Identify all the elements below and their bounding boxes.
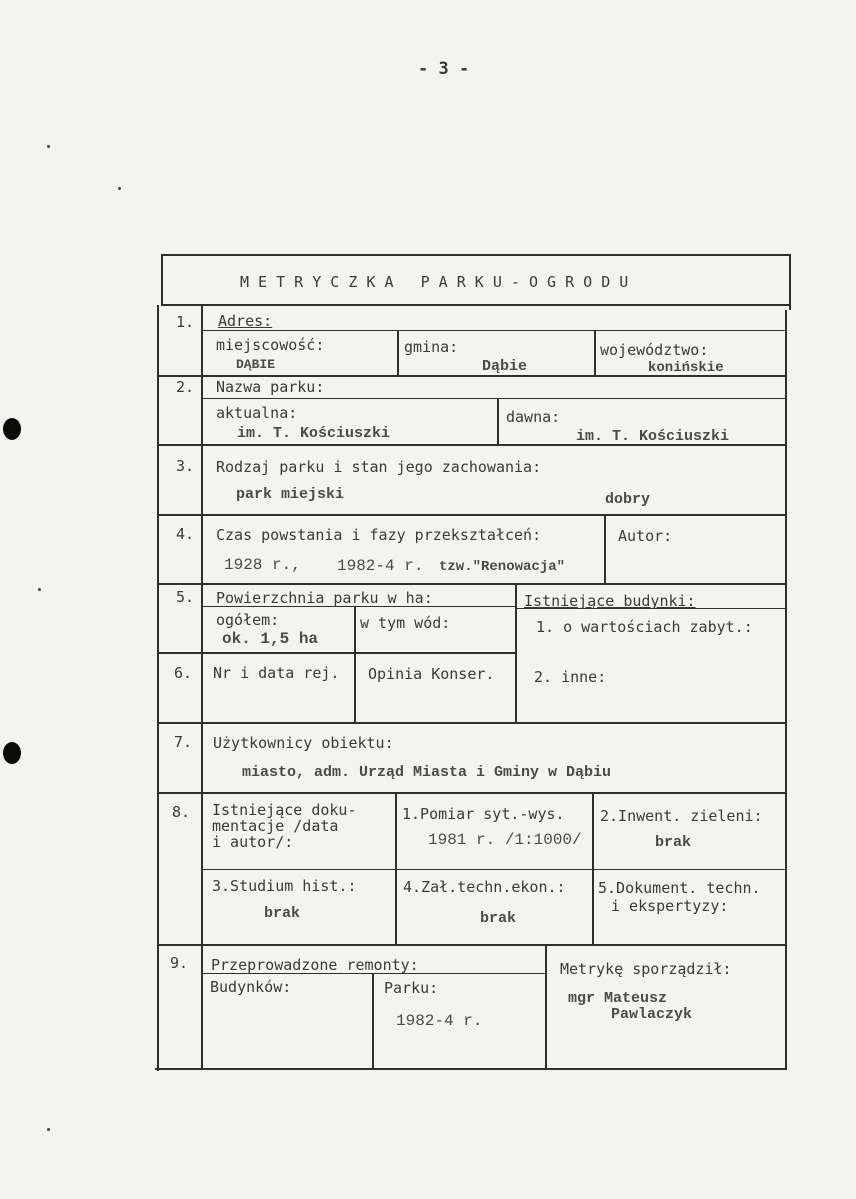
budynkow-label: Budynków: <box>210 978 292 996</box>
miejscowosc-value: DĄBIE <box>236 357 276 372</box>
ogolem-label: ogółem: <box>216 611 280 629</box>
r8-v1 <box>395 794 397 945</box>
row-number: 9. <box>170 954 189 972</box>
ogolem-value: ok. 1,5 ha <box>222 630 319 648</box>
wody-label: w tym wód: <box>360 614 451 632</box>
inwentaryzacja-label: 2.Inwent. zieleni: <box>600 807 763 825</box>
r5-end <box>159 652 517 654</box>
dokumentacje-label-1: Istniejące doku- <box>212 801 357 819</box>
r8-sub <box>203 869 787 870</box>
zalozenia-label: 4.Zał.techn.ekon.: <box>403 878 566 896</box>
dokumentacje-label-2: mentacje /data <box>212 817 339 835</box>
autor-label: Autor: <box>618 527 673 545</box>
studium-value: brak <box>264 905 301 922</box>
r2-sub <box>203 398 787 399</box>
wojewodztwo-label: województwo: <box>600 341 709 359</box>
speck <box>47 145 50 148</box>
zabytkowe-label: 1. o wartościach zabyt.: <box>536 618 753 636</box>
inne-label: 2. inne: <box>534 668 607 686</box>
zalozenia-value: brak <box>480 910 517 927</box>
park-name-label: Nazwa parku: <box>216 378 325 396</box>
dawna-label: dawna: <box>506 408 561 426</box>
num-col-line <box>201 305 203 1069</box>
frame-left-lower <box>157 305 159 1071</box>
dawna-value: im. T. Kościuszki <box>576 428 730 445</box>
uzytkownicy-value: miasto, adm. Urząd Miasta i Gminy w Dąbiu <box>242 764 612 781</box>
author-name-2: Pawlaczyk <box>611 1006 693 1023</box>
speck <box>118 187 121 190</box>
nr-rej-label: Nr i data rej. <box>213 664 340 682</box>
r9-v1 <box>372 973 374 1069</box>
r3-end <box>159 514 787 516</box>
czas-value-3: tzw."Renowacja" <box>439 559 566 575</box>
punch-hole-bottom <box>3 742 21 764</box>
aktualna-value: im. T. Kościuszki <box>237 425 391 442</box>
czas-label: Czas powstania i fazy przekształceń: <box>216 526 542 544</box>
uzytkownicy-label: Użytkownicy obiektu: <box>213 734 394 752</box>
address-label: Adres: <box>218 312 273 330</box>
dokumentacja-techn-label-1: 5.Dokument. techn. <box>598 879 761 897</box>
parku-label: Parku: <box>384 979 439 997</box>
czas-value-1: 1928 r., <box>224 556 301 574</box>
metryke-label: Metrykę sporządził: <box>560 960 732 978</box>
row-number: 1. <box>176 313 195 331</box>
speck <box>38 588 41 591</box>
miejscowosc-label: miejscowość: <box>216 336 325 354</box>
r1-v2 <box>594 330 596 376</box>
row-number: 5. <box>176 588 195 606</box>
r6-end <box>159 722 787 724</box>
frame-bottom <box>155 1068 787 1070</box>
inwentaryzacja-value: brak <box>655 834 692 851</box>
opinia-label: Opinia Konser. <box>368 665 495 683</box>
title-sep <box>161 304 791 306</box>
r5-v-main <box>515 584 517 724</box>
row-number: 2. <box>176 378 195 396</box>
gmina-value: Dąbie <box>482 358 528 375</box>
row-number: 7. <box>174 733 193 751</box>
dokumentacja-techn-label-2: i ekspertyzy: <box>611 897 729 915</box>
remonty-label: Przeprowadzone remonty: <box>211 956 419 974</box>
r9-v2 <box>545 945 547 1069</box>
frame-left <box>161 254 163 305</box>
stan-value: dobry <box>605 491 651 508</box>
rodzaj-value: park miejski <box>236 486 345 503</box>
r4-v1 <box>604 516 606 584</box>
page-number: - 3 - <box>418 59 470 79</box>
frame-top <box>161 254 791 256</box>
rodzaj-label: Rodzaj parku i stan jego zachowania: <box>216 458 542 476</box>
wojewodztwo-value: konińskie <box>648 360 724 376</box>
r1-v1 <box>397 330 399 376</box>
r8-v2 <box>592 794 594 945</box>
studium-label: 3.Studium hist.: <box>212 877 357 895</box>
r1-sub <box>203 330 787 331</box>
row-number: 6. <box>174 664 193 682</box>
pomiar-value: 1981 r. /1:1000/ <box>428 831 582 849</box>
speck <box>47 1128 50 1131</box>
aktualna-label: aktualna: <box>216 404 298 422</box>
form-title: M E T R Y C Z K A P A R K U - O G R O D U <box>240 273 629 291</box>
author-name-1: mgr Mateusz <box>568 990 668 1007</box>
r2-v1 <box>497 398 499 445</box>
frame-right <box>789 254 791 310</box>
punch-hole-top <box>3 418 21 440</box>
r7-end <box>159 792 787 794</box>
r4-end <box>159 583 787 585</box>
row-number: 3. <box>176 457 195 475</box>
frame-right-lower <box>785 310 787 1070</box>
gmina-label: gmina: <box>404 338 459 356</box>
pomiar-label: 1.Pomiar syt.-wys. <box>402 805 565 823</box>
powierzchnia-label: Powierzchnia parku w ha: <box>216 589 433 607</box>
dokumentacje-label-3: i autor/: <box>212 833 294 851</box>
czas-value-2: 1982-4 r. <box>337 557 424 575</box>
parku-value: 1982-4 r. <box>396 1012 483 1030</box>
r5-v1 <box>354 606 356 722</box>
row-number: 8. <box>172 803 191 821</box>
r8-end <box>159 944 787 946</box>
row-number: 4. <box>176 525 195 543</box>
budynki-label: Istniejące budynki: <box>524 592 696 610</box>
